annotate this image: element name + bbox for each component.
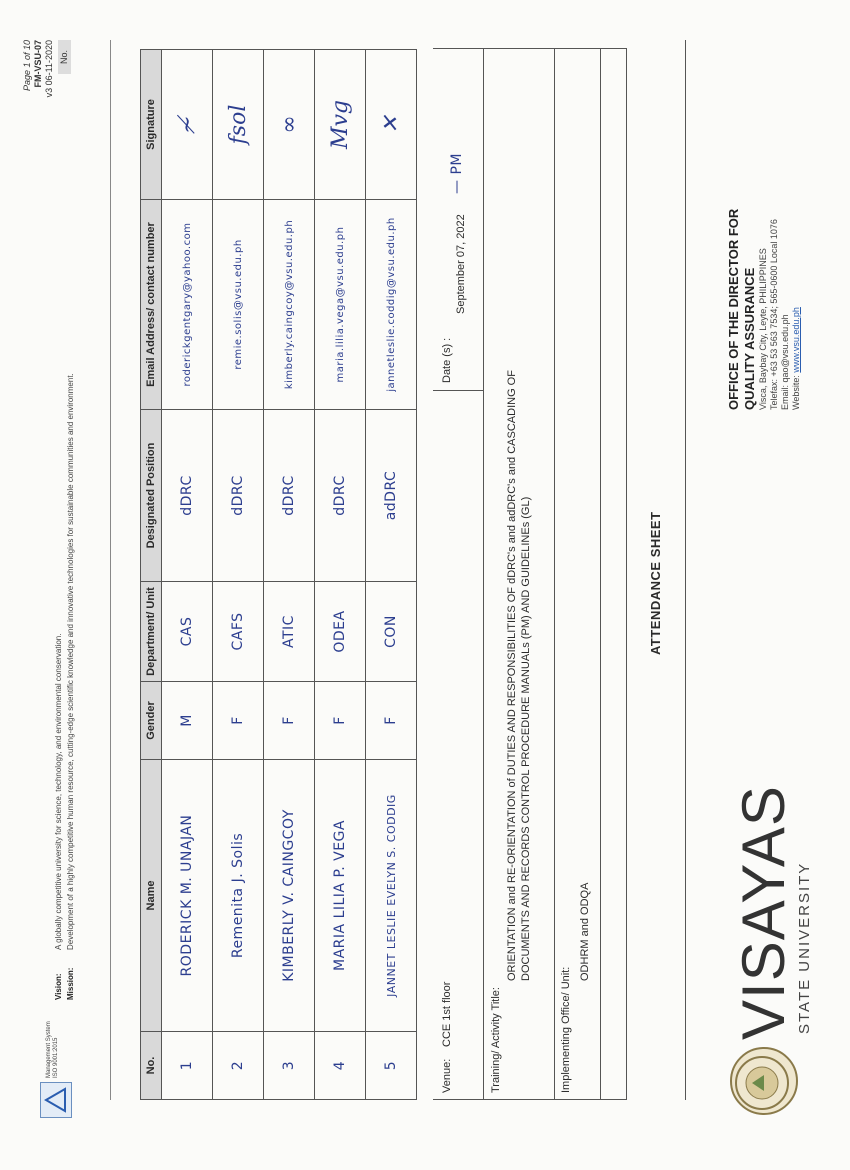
website-label: Website:: [791, 375, 801, 410]
header-divider: [685, 40, 686, 1100]
col-header-no: No.: [141, 1032, 162, 1100]
office-email: Email: qao@vsu.edu.ph: [780, 314, 790, 410]
cell-name: RODERICK M. UNAJAN: [162, 760, 213, 1032]
cell-gender: F: [315, 682, 366, 760]
office-title-line1: OFFICE OF THE DIRECTOR FOR: [726, 208, 741, 410]
attendance-table: [140, 49, 417, 1100]
venue-value: CCE 1st floor: [441, 981, 453, 1047]
form-version: v3 06-11-2020: [44, 40, 54, 98]
cell-email: roderickgentgary@yahoo.com: [162, 200, 213, 410]
training-row: [484, 49, 555, 1099]
col-header-gender: Gender: [141, 682, 162, 760]
page-number-block: [22, 40, 71, 120]
implementing-office-value: ODHRM and ODQA: [579, 882, 591, 981]
form-code: FM-VSU-07: [33, 40, 43, 88]
cell-signature: ✕: [366, 50, 417, 200]
cell-email: maria.lilia.vega@vsu.edu.ph: [315, 200, 366, 410]
cell-department: ATIC: [264, 582, 315, 682]
cell-position: adDRC: [366, 410, 417, 582]
vision-label: Vision:: [54, 973, 63, 1000]
cell-email: remie.solis@vsu.edu.ph: [213, 200, 264, 410]
office-title-line2: QUALITY ASSURANCE: [742, 267, 757, 410]
vision-text: A globally competitive university for science, technology, and environmental conservation.: [54, 633, 63, 950]
cell-position: dDRC: [264, 410, 315, 582]
table-row: [315, 50, 366, 1100]
table-row: [213, 50, 264, 1100]
cell-gender: F: [264, 682, 315, 760]
cell-department: CON: [366, 582, 417, 682]
cell-position: dDRC: [315, 410, 366, 582]
venue-date-divider: [433, 390, 483, 391]
form-no-label: No.: [58, 40, 71, 74]
cell-gender: F: [366, 682, 417, 760]
venue-date-row: [600, 49, 626, 1099]
mission-label: Mission:: [66, 967, 75, 1000]
cell-no: 2: [213, 1032, 264, 1100]
mission-text: Development of a highly competitive human resource, cutting-edge scientific knowledge and innovative technologies for sustainable communities and environment.: [66, 373, 75, 950]
cell-gender: M: [162, 682, 213, 760]
certification-logo-icon: [40, 1082, 72, 1118]
date-label: Date (s) :: [441, 337, 453, 383]
training-label: Training/ Activity Title:: [490, 987, 502, 1093]
university-subtitle: STATE UNIVERSITY: [796, 861, 813, 1034]
cell-name: MARIA LILIA P. VEGA: [315, 760, 366, 1032]
office-block: [726, 30, 802, 410]
venue-date-box: [433, 48, 484, 1100]
col-header-email: Email Address/ contact number: [141, 200, 162, 410]
venue-label: Venue:: [441, 1058, 453, 1093]
col-header-department: Department/ Unit: [141, 582, 162, 682]
office-address: Visca, Baybay City, Leyte, PHILIPPINES: [758, 248, 768, 410]
office-telefax: Telefax: +63 53 563 7534; 565-0600 Local 1076: [769, 219, 779, 410]
certification-text: Management System ISO 9001:2015: [46, 1021, 59, 1078]
cell-name: KIMBERLY V. CAINGCOY: [264, 760, 315, 1032]
col-header-name: Name: [141, 760, 162, 1032]
cell-department: CAFS: [213, 582, 264, 682]
col-header-position: Designated Position: [141, 410, 162, 582]
cell-signature: ∞: [264, 50, 315, 200]
table-row: [264, 50, 315, 1100]
col-header-signature: Signature: [141, 50, 162, 200]
website-link[interactable]: www.vsu.edu.ph: [791, 307, 801, 373]
office-row: [554, 49, 601, 1099]
training-title-line2: DOCUMENTS AND RECORDS CONTROL PROCEDURE MANUALs (PM) AND GUIDELINEs (GL): [520, 496, 532, 981]
table-row: [366, 50, 417, 1100]
cell-no: 3: [264, 1032, 315, 1100]
cell-name: JANNET LESLIE EVELYN S. CODDIG: [366, 760, 417, 1032]
cell-name: Remenita J. Solis: [213, 760, 264, 1032]
sheet-title: ATTENDANCE SHEET: [648, 511, 663, 655]
activity-info-box: [483, 48, 627, 1100]
cell-signature: ≁: [162, 50, 213, 200]
cell-signature: fsol: [213, 50, 264, 200]
implementing-office-label: Implementing Office/ Unit:: [560, 966, 572, 1093]
cell-position: dDRC: [162, 410, 213, 582]
cell-gender: F: [213, 682, 264, 760]
cell-email: kimberly.caingcoy@vsu.edu.ph: [264, 200, 315, 410]
cell-no: 1: [162, 1032, 213, 1100]
date-handwritten-note: — PM: [449, 153, 465, 194]
cell-email: jannetleslie.coddig@vsu.edu.ph: [366, 200, 417, 410]
date-value: September 07, 2022: [455, 214, 467, 314]
table-header-row: [141, 50, 162, 1100]
cell-department: CAS: [162, 582, 213, 682]
office-website: [791, 30, 802, 410]
footer-divider: [110, 40, 111, 1100]
page-number: Page 1 of 10: [22, 40, 32, 92]
cell-no: 5: [366, 1032, 417, 1100]
cell-position: dDRC: [213, 410, 264, 582]
table-row: [162, 50, 213, 1100]
cell-no: 4: [315, 1032, 366, 1100]
cell-department: ODEA: [315, 582, 366, 682]
cell-signature: Mvg: [315, 50, 366, 200]
university-name: VISAYAS: [730, 785, 797, 1040]
training-title-line1: ORIENTATION and RE-ORIENTATION of DUTIES AND RESPONSIBILITIES OF dDRC's and adDRC's and CASCADING OF: [506, 370, 518, 981]
university-seal-icon: [730, 1047, 798, 1115]
